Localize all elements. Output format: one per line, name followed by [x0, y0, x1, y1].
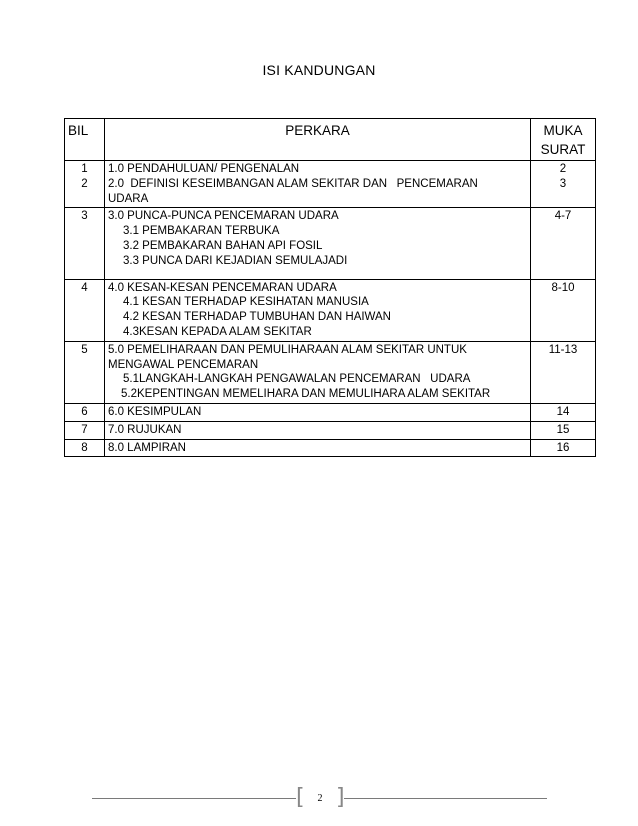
left-bracket-icon: [	[296, 785, 305, 810]
bil-cell: 8	[65, 439, 105, 457]
bil-value: 2	[81, 177, 88, 190]
entry-line: 3.2 PEMBAKARAN BAHAN API FOSIL	[123, 239, 323, 252]
entry-line: 3.0 PUNCA-PUNCA PENCEMARAN UDARA	[108, 210, 339, 223]
table-row	[65, 403, 596, 421]
entry-line: 4.2 KESAN TERHADAP TUMBUHAN DAN HAIWAN	[123, 311, 391, 324]
muka-cell: 11-13	[531, 341, 596, 403]
bil-cell: 3	[65, 208, 105, 279]
header-muka: MUKA	[543, 123, 583, 138]
bil-cell: 4	[65, 279, 105, 341]
bil-cell	[65, 161, 105, 208]
entry-line: 4.1 KESAN TERHADAP KESIHATAN MANUSIA	[123, 296, 369, 309]
perkara-cell	[105, 341, 531, 403]
muka-cell: 4-7	[531, 208, 596, 279]
bil-value: 1	[81, 163, 88, 175]
table-of-contents	[64, 118, 596, 457]
muka-cell: 14	[531, 403, 596, 421]
perkara-cell: 6.0 KESIMPULAN	[105, 403, 531, 421]
perkara-cell: 8.0 LAMPIRAN	[105, 439, 531, 457]
right-bracket-icon: ]	[336, 785, 345, 810]
entry-line: 4.3KESAN KEPADA ALAM SEKITAR	[123, 325, 312, 338]
muka-cell: 15	[531, 421, 596, 439]
header-surat: SURAT	[540, 142, 586, 157]
perkara-cell: 7.0 RUJUKAN	[105, 421, 531, 439]
entry-line: UDARA	[108, 192, 149, 205]
perkara-cell	[105, 161, 531, 208]
header-perkara: PERKARA	[105, 119, 531, 161]
entry-line: 5.0 PEMELIHARAAN DAN PEMULIHARAAN ALAM SEKITAR UNTUK	[108, 343, 467, 356]
entry-line: 3.1 PEMBAKARAN TERBUKA	[123, 225, 280, 238]
table-row	[65, 421, 596, 439]
muka-cell: 8-10	[531, 279, 596, 341]
muka-cell: 16	[531, 439, 596, 457]
entry-line: 5.2KEPENTINGAN MEMELIHARA DAN MEMULIHARA ALAM SEKITAR	[121, 388, 491, 401]
bil-cell: 7	[65, 421, 105, 439]
perkara-cell	[105, 279, 531, 341]
table-row	[65, 161, 596, 208]
table-header-row	[65, 119, 596, 161]
page-number: 2	[317, 793, 323, 804]
entry-line: 1.0 PENDAHULUAN/ PENGENALAN	[108, 163, 300, 175]
table-row	[65, 341, 596, 403]
entry-line: 4.0 KESAN-KESAN PENCEMARAN UDARA	[108, 281, 337, 294]
page-value: 2	[559, 163, 567, 175]
perkara-cell	[105, 208, 531, 279]
page-value: 3	[559, 177, 567, 190]
page-title: ISI KANDUNGAN	[262, 62, 376, 78]
entry-line: 5.1LANGKAH-LANGKAH PENGAWALAN PENCEMARAN UDARA	[123, 373, 471, 386]
bil-cell: 5	[65, 341, 105, 403]
header-bil: BIL	[65, 119, 105, 161]
entry-line: 3.3 PUNCA DARI KEJADIAN SEMULAJADI	[123, 254, 348, 267]
footer-rule-right	[344, 798, 547, 799]
bil-cell: 6	[65, 403, 105, 421]
footer-rule-left	[92, 798, 296, 799]
table-row	[65, 279, 596, 341]
entry-line: MENGAWAL PENCEMARAN	[108, 358, 259, 371]
table-row	[65, 208, 596, 279]
table-row	[65, 439, 596, 457]
header-muka-surat	[531, 119, 596, 161]
muka-cell	[531, 161, 596, 208]
entry-line: 2.0 DEFINISI KESEIMBANGAN ALAM SEKITAR DAN PENCEMARAN	[108, 177, 478, 190]
